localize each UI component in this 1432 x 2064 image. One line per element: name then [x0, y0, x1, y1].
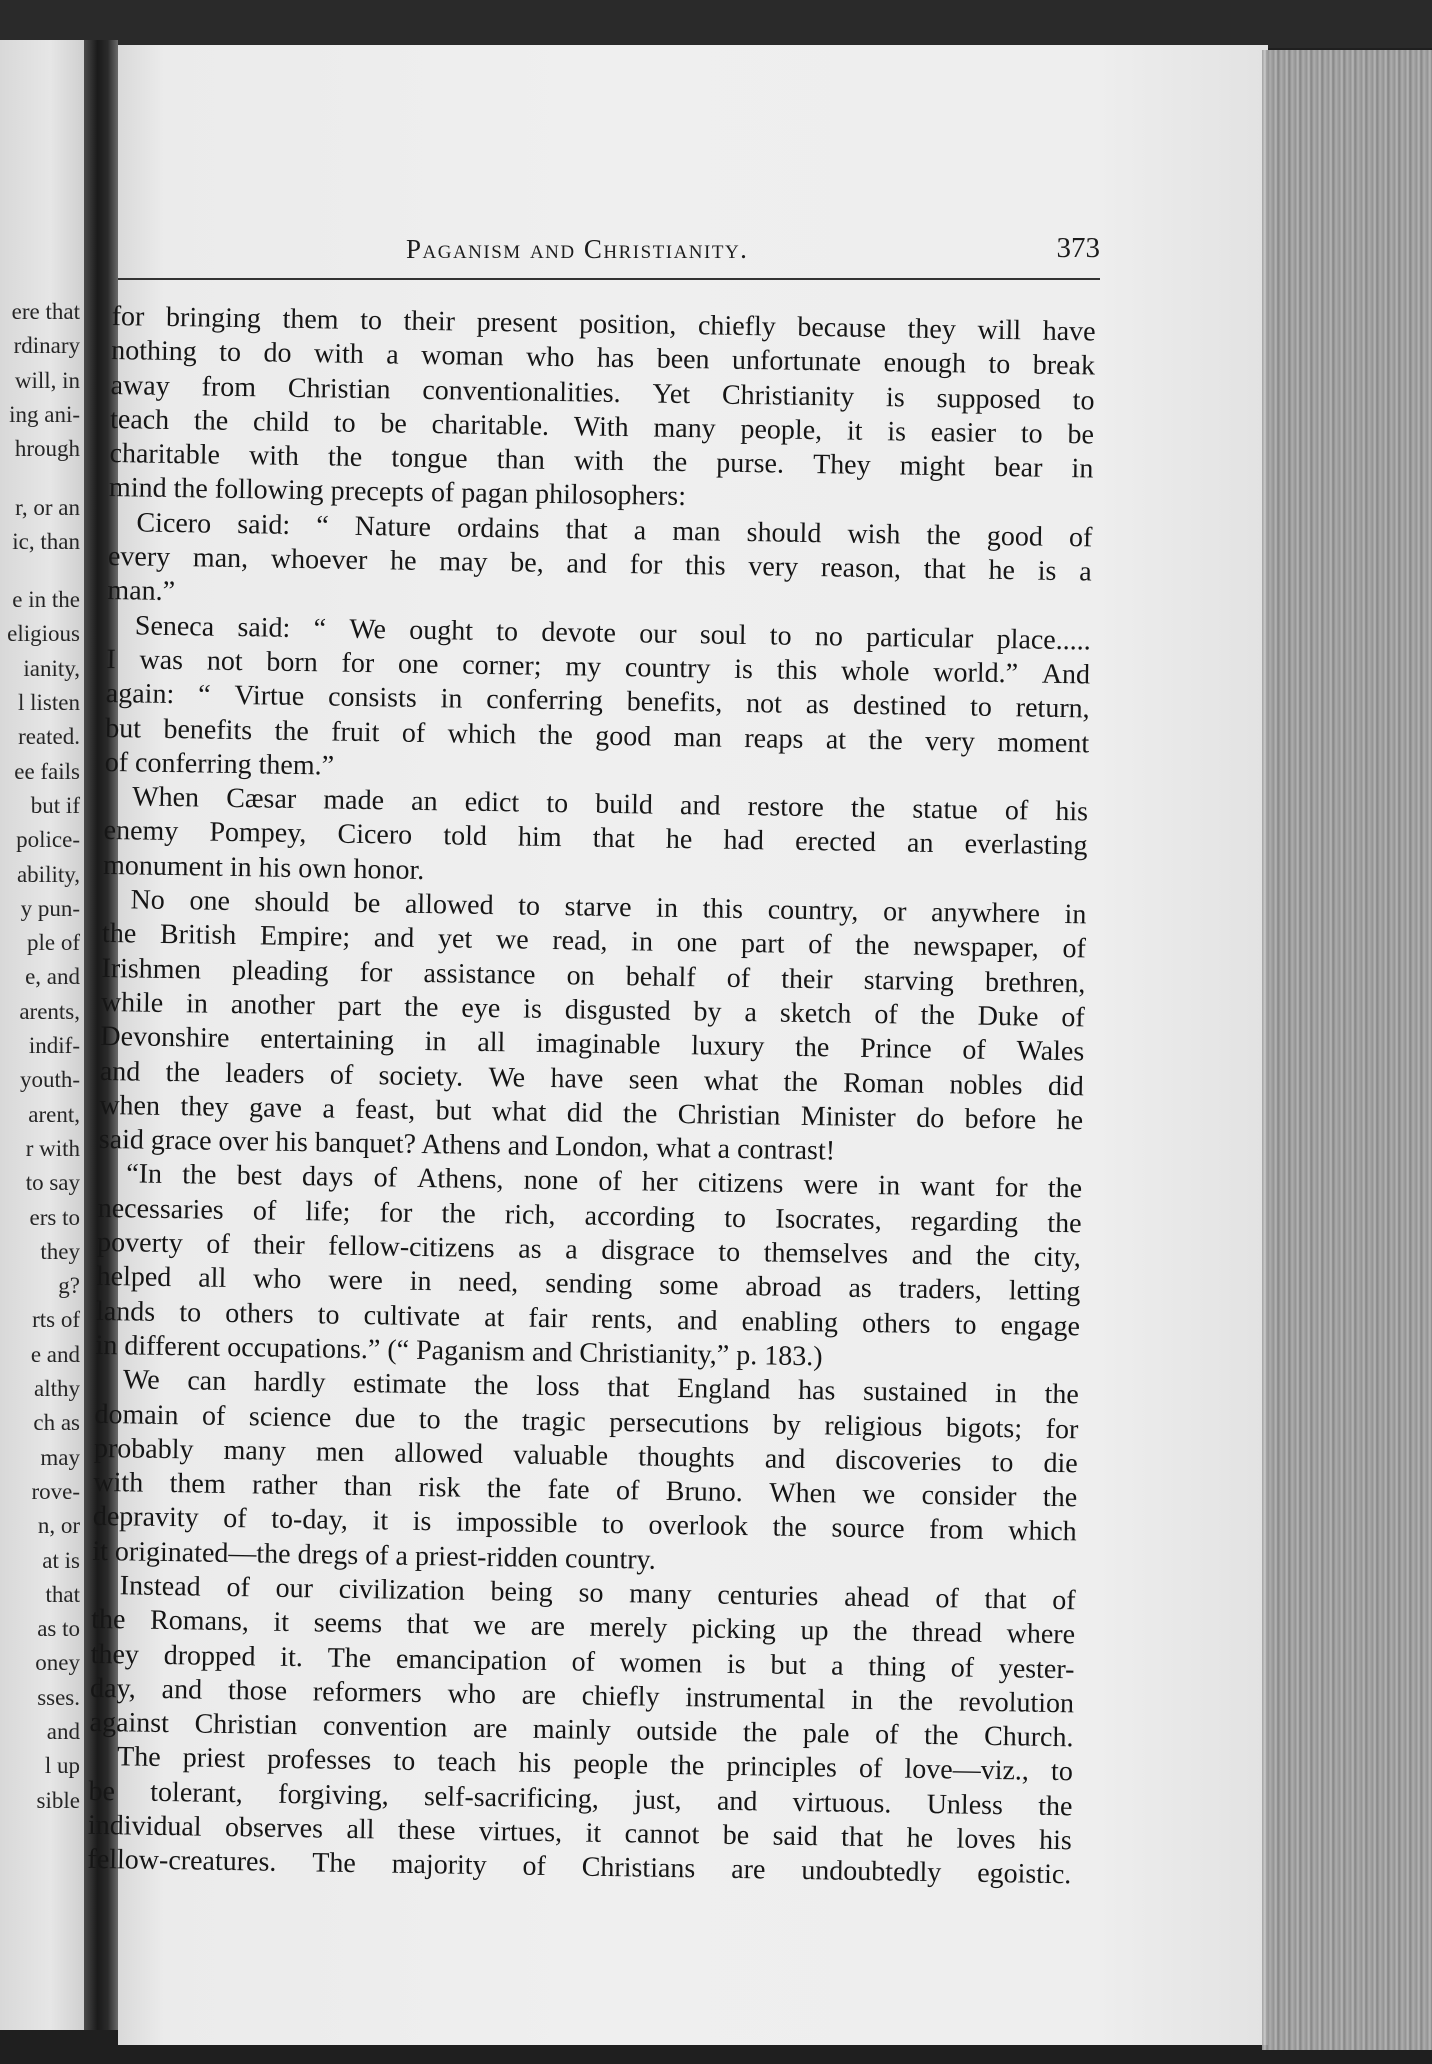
text-line: necessaries of life; for the rich, according to Isocrates, regarding the	[97, 1192, 1082, 1240]
previous-page-line: indif-	[28, 1033, 80, 1059]
text-line: mind the following precepts of pagan philosophers:	[108, 472, 687, 513]
previous-page-line: ple of	[26, 930, 80, 956]
text-line: with them rather than risk the fate of Bruno. When we consider the	[93, 1466, 1078, 1514]
text-line: said grace over his banquet? Athens and London, what a contrast!	[98, 1124, 836, 1167]
running-title: Paganism and Christianity.	[406, 234, 749, 264]
text-line: We can hardly estimate the loss that England has sustained in the	[122, 1364, 1080, 1411]
previous-page-line: sible	[36, 1787, 80, 1813]
text-line: “In the best days of Athens, none of her citizens were in want for the	[126, 1158, 1083, 1205]
text-line: Instead of our civilization being so many centuries ahead of that of	[119, 1570, 1076, 1617]
text-line: The priest professes to teach his people the principles of love—viz., to	[116, 1741, 1074, 1788]
text-line: domain of science due to the tragic persecutions by religious bigots; for	[94, 1398, 1079, 1445]
scan-top-shadow	[0, 0, 1432, 48]
previous-page-line: ch as	[33, 1410, 80, 1436]
text-line: of conferring them.”	[104, 746, 335, 782]
text-line: again: “ Virtue consists in conferring benefits, not as destined to return,	[105, 678, 1090, 725]
previous-page-line: they	[40, 1238, 80, 1264]
text-line: poverty of their fellow-citizens as a disgrace to themselves and the city,	[96, 1226, 1082, 1274]
text-line: enemy Pompey, Cicero told him that he had erected an everlasting	[103, 815, 1088, 862]
previous-page-line: that	[45, 1581, 80, 1607]
previous-page-line: reated.	[18, 724, 80, 750]
text-line: fellow-creatures. The majority of Christians are undoubtedly egoistic.	[87, 1844, 1072, 1891]
text-line: the British Empire; and yet we read, in one part of the newspaper, of	[101, 918, 1087, 965]
previous-page-line: l up	[44, 1753, 80, 1779]
text-line: be tolerant, forgiving, self-sacrificing, just, and virtuous. Unless the	[88, 1775, 1073, 1823]
text-line: monument in his own honor.	[102, 849, 425, 886]
text-line: Devonshire entertaining in all imaginable luxury the Prince of Wales	[100, 1021, 1085, 1068]
previous-page-line: rove-	[31, 1478, 80, 1504]
previous-page-line: may	[40, 1444, 80, 1470]
text-line: depravity of to-day, it is impossible to overlook the source from which	[92, 1501, 1077, 1548]
previous-page-line: ere that	[11, 299, 80, 324]
previous-page-line: but if	[30, 792, 80, 818]
previous-page-line: hrough	[14, 436, 80, 462]
previous-page-line: oney	[35, 1650, 80, 1676]
previous-page-line: ee fails	[14, 758, 80, 784]
text-line: and the leaders of society. We have seen what the Roman nobles did	[99, 1055, 1084, 1102]
previous-page-line: to say	[25, 1170, 80, 1196]
previous-page-line: n, or	[37, 1513, 80, 1539]
text-line: but benefits the fruit of which the good man reaps at the very moment	[105, 712, 1090, 759]
text-line: Cicero said: “ Nature ordains that a man should wish the good of	[136, 507, 1093, 554]
previous-page-line: rdinary	[13, 333, 80, 359]
page-number: 373	[1056, 232, 1100, 264]
previous-page-line: r with	[25, 1135, 80, 1161]
previous-page-line: youth-	[19, 1067, 80, 1093]
previous-page-line: e and	[30, 1341, 80, 1367]
text-line: probably many men allowed valuable thoughts and discoveries to die	[93, 1432, 1078, 1480]
previous-page-line: althy	[34, 1376, 80, 1402]
previous-page-line: e in the	[12, 587, 80, 613]
text-line: Seneca said: “ We ought to devote our soul to no particular place.....	[134, 610, 1091, 657]
text-line: helped all who were in need, sending some abroad as traders, letting	[96, 1261, 1081, 1308]
previous-page-line: ianity,	[23, 655, 80, 681]
previous-page-line: will, in	[14, 367, 80, 393]
text-line: lands to others to cultivate at fair rents, and enabling others to engage	[95, 1295, 1081, 1342]
previous-page-line: and	[46, 1719, 80, 1745]
previous-page-line: ability,	[16, 861, 80, 887]
text-line: day, and those reformers who are chiefly instrumental in the revolution	[89, 1672, 1075, 1720]
text-line: man.”	[107, 575, 176, 608]
previous-page-line: sses.	[37, 1684, 80, 1710]
text-line: they dropped it. The emancipation of women is but a thing of yester-	[90, 1638, 1075, 1685]
text-line: charitable with the tongue than with the purse. They might bear in	[109, 438, 1094, 485]
text-line: the Romans, it seems that we are merely picking up the thread where	[91, 1604, 1076, 1651]
text-line: for bringing them to their present position, chiefly because they will have	[111, 300, 1096, 348]
text-line: nothing to do with a woman who has been unfortunate enough to break	[110, 335, 1096, 382]
previous-page-line: ers to	[29, 1204, 80, 1230]
previous-page-line: at is	[42, 1547, 80, 1573]
previous-page-line: r, or an	[15, 494, 80, 520]
previous-page-line: l listen	[18, 690, 80, 716]
text-line: When Cæsar made an edict to build and restore the statue of his	[131, 781, 1089, 828]
previous-page-line: eligious	[7, 621, 80, 647]
running-header	[370, 230, 1100, 280]
header-rule	[118, 278, 1100, 280]
previous-page-line: rts of	[32, 1307, 80, 1333]
previous-page-line: ic, than	[12, 528, 80, 554]
text-line: every man, whoever he may be, and for this very reason, that he is a	[107, 541, 1092, 588]
previous-page-line: arent,	[28, 1101, 80, 1127]
text-line: teach the child to be charitable. With many people, it is easier to be	[109, 403, 1095, 451]
text-line: when they gave a feast, but what did the Christian Minister do before he	[99, 1089, 1084, 1137]
text-line: it originated—the dregs of a priest-ridden country.	[92, 1535, 656, 1576]
previous-page-fragment	[0, 40, 84, 2030]
previous-page-line: arents,	[19, 998, 80, 1024]
body-text	[87, 300, 1096, 1893]
previous-page-line: e, and	[25, 964, 80, 990]
text-line: in different occupations.” (“ Paganism and Christianity,” p. 183.)	[95, 1329, 823, 1373]
page-edges	[1262, 50, 1432, 2050]
previous-page-line: police-	[16, 827, 80, 853]
previous-page-line: g?	[58, 1273, 80, 1299]
text-line: Irishmen pleading for assistance on behalf of their starving brethren,	[101, 952, 1086, 1000]
previous-page-line: as to	[37, 1616, 80, 1642]
text-line: No one should be allowed to starve in this country, or anywhere in	[130, 884, 1087, 931]
previous-page-line: y pun-	[20, 895, 80, 921]
text-line: while in another part the eye is disgusted by a sketch of the Duke of	[100, 986, 1085, 1034]
text-line: against Christian convention are mainly outside the pale of the Church.	[89, 1706, 1074, 1754]
previous-page-line: ing ani-	[9, 401, 80, 427]
text-line: I was not born for one corner; my country is this whole world.” And	[106, 643, 1091, 691]
text-line: individual observes all these virtues, it cannot be said that he loves his	[87, 1809, 1073, 1857]
text-line: away from Christian conventionalities. Yet Christianity is supposed to	[110, 369, 1095, 417]
